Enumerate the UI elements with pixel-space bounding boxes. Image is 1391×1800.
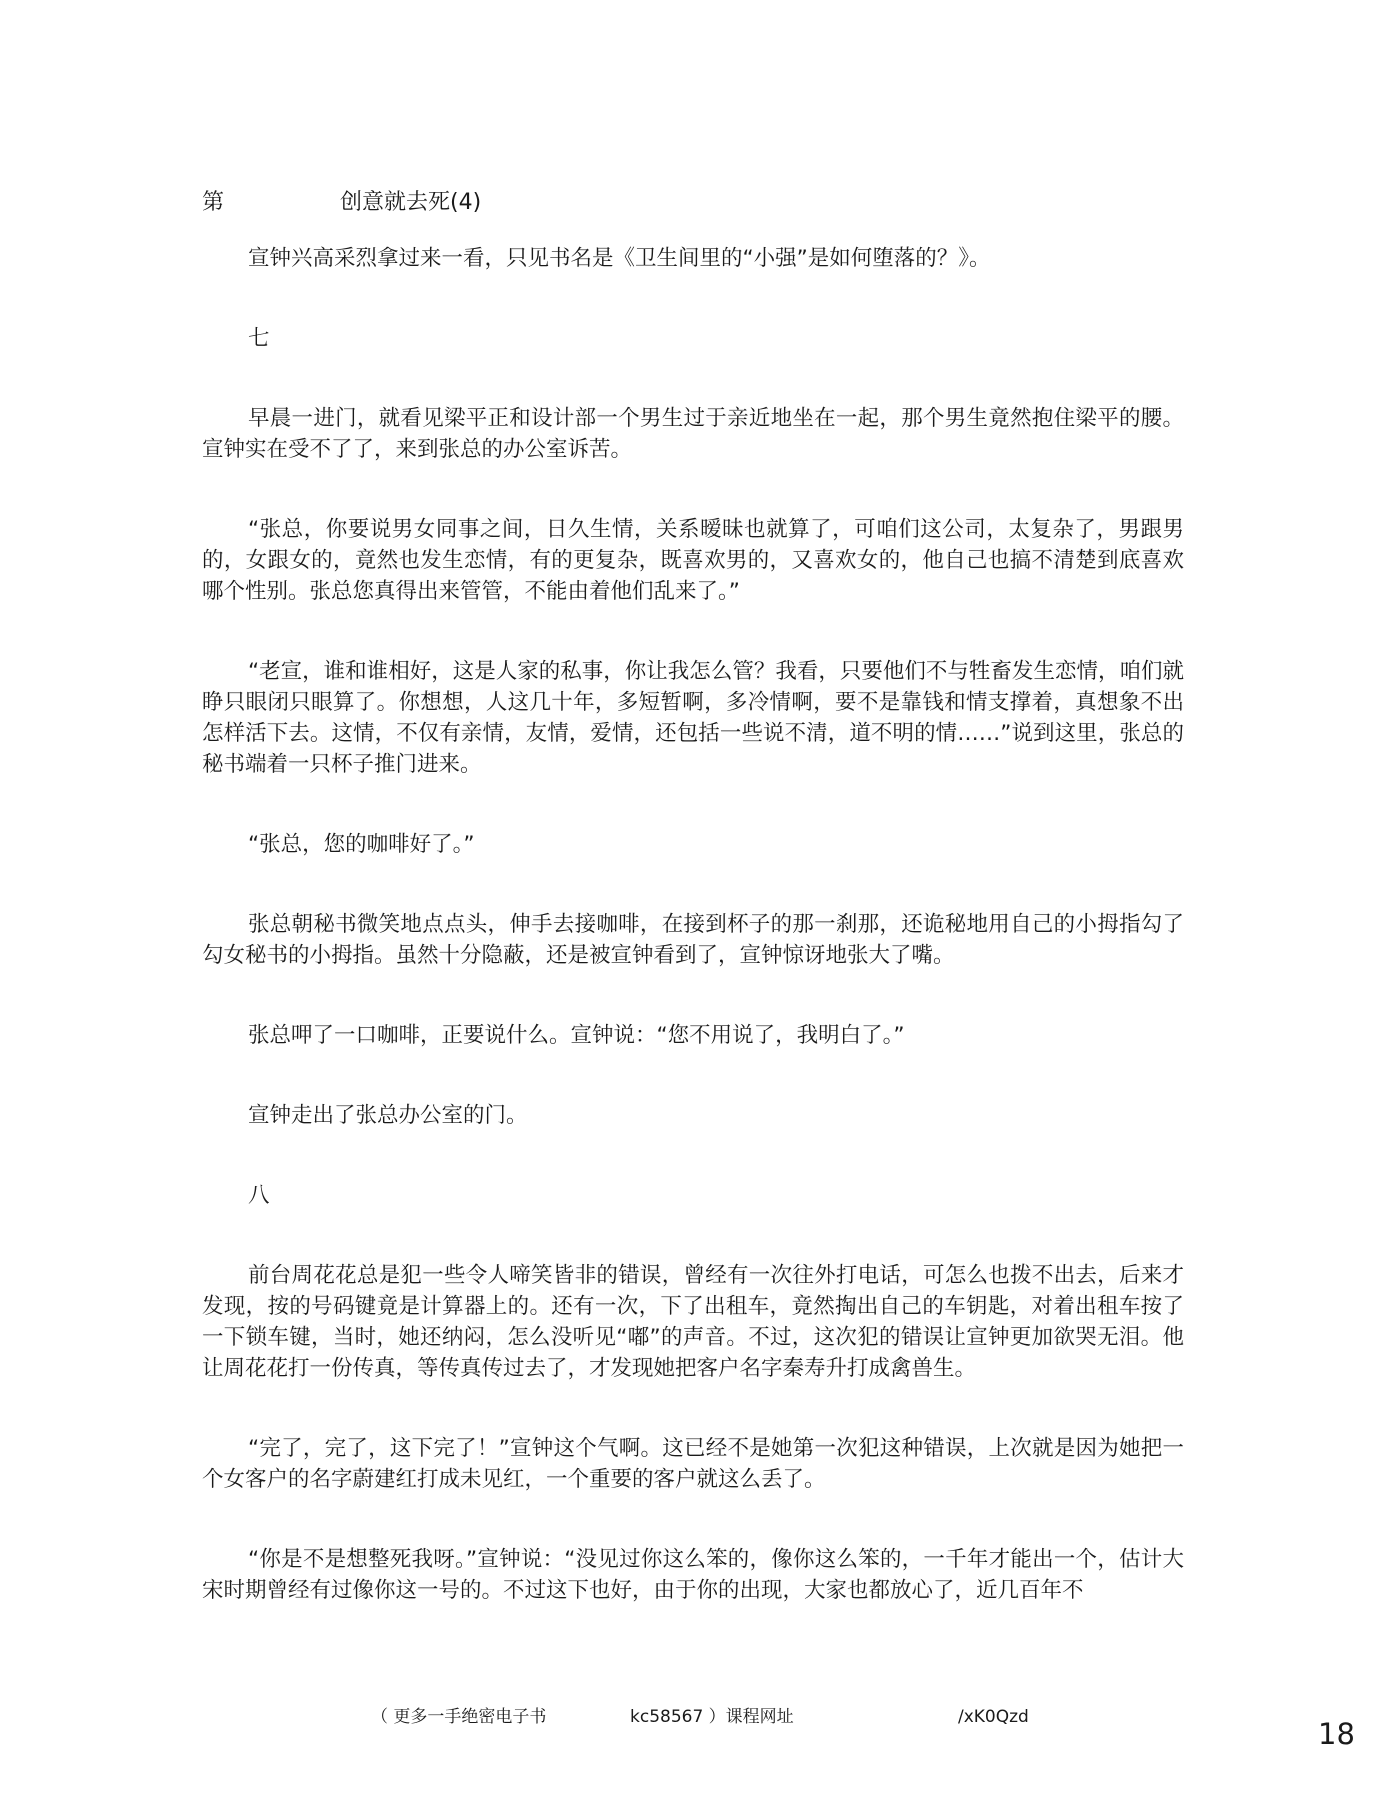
section-number: 八 [248,1183,270,1208]
paragraph: 早晨一进门，就看见梁平正和设计部一个男生过于亲近地坐在一起，那个男生竟然抱住梁平的腰。宣钟实在受不了了，来到张总的办公室诉苦。 [202,406,1184,462]
paragraph: “张总，你要说男女同事之间，日久生情，关系暧昧也就算了，可咱们这公司，太复杂了，男跟男的，女跟女的，竟然也发生恋情，有的更复杂，既喜欢男的，又喜欢女的，他自己也搞不清楚到底喜欢哪个性别。张总您真得出来管管，不能由着他们乱来了。” [202,517,1184,604]
paragraph: 张总呷了一口咖啡，正要说什么。宣钟说：“您不用说了，我明白了。” [248,1023,905,1048]
chapter-title [202,188,481,218]
chapter-title-prefix: 第 [202,190,225,215]
footer-right-text: /xK0Qzd [958,1707,1029,1727]
page-number: 18 [1318,1717,1355,1751]
paragraph: “完了，完了，这下完了！”宣钟这个气啊。这已经不是她第一次犯这种错误，上次就是因为她把一个女客户的名字蔚建红打成未见红，一个重要的客户就这么丢了。 [202,1436,1184,1492]
paragraph: 宣钟走出了张总办公室的门。 [248,1103,528,1128]
footer-middle-text: kc58567 ）课程网址 [630,1707,794,1727]
paragraph: 张总朝秘书微笑地点点头，伸手去接咖啡，在接到杯子的那一刹那，还诡秘地用自己的小拇指勾了勾女秘书的小拇指。虽然十分隐蔽，还是被宣钟看到了，宣钟惊讶地张大了嘴。 [202,912,1184,968]
paragraph: 前台周花花总是犯一些令人啼笑皆非的错误，曾经有一次往外打电话，可怎么也拨不出去，后来才发现，按的号码键竟是计算器上的。还有一次，下了出租车，竟然掏出自己的车钥匙，对着出租车按了一下锁车键，当时，她还纳闷，怎么没听见“嘟”的声音。不过，这次犯的错误让宣钟更加欲哭无泪。他让周花花打一份传真，等传真传过去了，才发现她把客户名字秦寿升打成禽兽生。 [202,1263,1184,1381]
paragraph: 宣钟兴高采烈拿过来一看，只见书名是《卫生间里的“小强”是如何堕落的？》。 [248,246,991,271]
paragraph: “你是不是想整死我呀。”宣钟说：“没见过你这么笨的，像你这么笨的，一千年才能出一个，估计大宋时期曾经有过像你这一号的。不过这下也好，由于你的出现，大家也都放心了，近几百年不 [202,1547,1184,1603]
body-text [202,243,1184,1655]
paragraph: “张总，您的咖啡好了。” [248,832,475,857]
paragraph: “老宣，谁和谁相好，这是人家的私事，你让我怎么管？我看，只要他们不与牲畜发生恋情，咱们就睁只眼闭只眼算了。你想想，人这几十年，多短暂啊，多冷情啊，要不是靠钱和情支撑着，真想象不出怎样活下去。这情，不仅有亲情，友情，爱情，还包括一些说不清，道不明的情……”说到这里，张总的秘书端着一只杯子推门进来。 [202,659,1184,777]
chapter-title-name: 创意就去死(4) [340,190,482,215]
section-number: 七 [248,326,270,351]
footer-left-text: （ 更多一手绝密电子书 [371,1707,547,1727]
